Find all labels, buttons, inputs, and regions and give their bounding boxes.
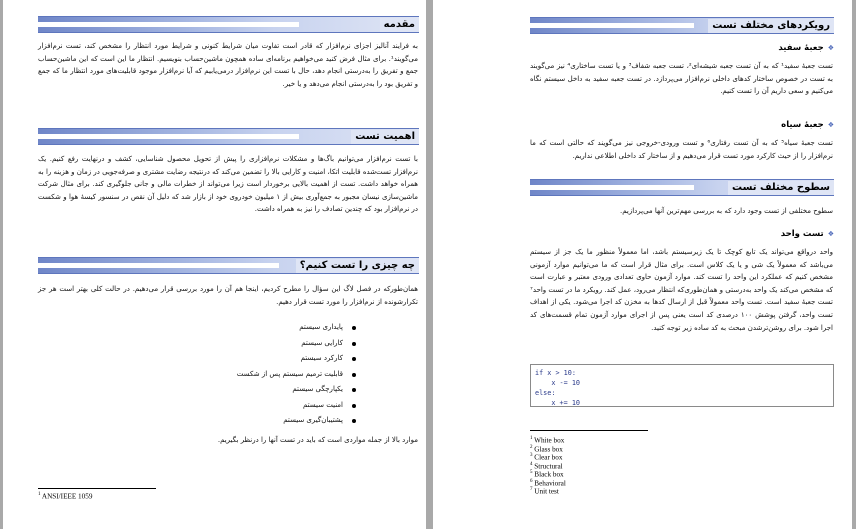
footnote: $^7$ Unit test <box>530 487 559 496</box>
bullet-list <box>103 320 361 429</box>
paragraph-after-list: موارد بالا از جمله مواردی است که باید در تست آنها را درنظر بگیریم. <box>217 436 418 444</box>
footnote: $^5$ Black box <box>530 470 564 479</box>
diamond-icon: ❖ <box>827 121 834 129</box>
paragraph-levels-intro: سطوح مختلفی از تست وجود دارد که به بررسی مهم‌ترین آنها می‌پردازیم. <box>619 207 833 215</box>
section-title: رویکردهای مختلف تست <box>708 19 834 33</box>
footnote-rule <box>530 430 648 431</box>
paragraph-intro: به فرایند آنالیز اجزای نرم‌افزار که قادر است تفاوت میان شرایط کنونی و شرایط مورد انتظار را مشخص کند، تست نرم‌افزار می‌گویند¹. برای مثال فرض کنید می‌خواهیم برنامه‌ای ساده همچون ماشین‌حساب بنویسیم. انتظار ما این است که این ماشین‌حساب جمع و تفریق را به‌درستی انجام دهد، حال با تست این نرم‌افزار درمی‌یابیم که آیا نرم‌افزار موجود قابلیت‌های مورد انتظار ما که جمع و تفریق بود را به‌درستی انجام می‌دهد و یا خیر. <box>38 42 418 88</box>
section-title: مقدمه <box>380 18 419 32</box>
right-page <box>433 0 852 529</box>
footnote: $^3$ Clear box <box>530 453 563 462</box>
list-item: یکپارچگی سیستم <box>103 382 343 398</box>
list-item: قابلیت ترمیم سیستم پس از شکست <box>103 367 343 383</box>
section-header-approaches <box>530 17 834 34</box>
code-line: x -= 10 <box>535 379 581 387</box>
subsection-title-black-box: ❖جعبهٔ سیاه <box>781 120 834 130</box>
footnote: $^1$ White box <box>530 436 565 445</box>
footnote: $^6$ Behavioral <box>530 478 566 487</box>
list-item: کارایی سیستم <box>103 336 343 352</box>
list-item: پایداری سیستم <box>103 320 343 336</box>
section-header-what-to-test <box>38 257 419 274</box>
footnote: $^2$ Glass box <box>530 444 563 453</box>
subsection-title-white-box: ❖جعبهٔ سفید <box>778 43 834 53</box>
paragraph-black-box: تست جعبهٔ سیاه⁵ که به آن تست رفتاری⁶ و تست ورودی-خروجی نیز می‌گویند که حالتی است که ما نرم‌افزار را از حیث کارکرد مورد تست قرار می‌دهیم و از ساختار کد داخلی اطلاعی نداریم. <box>530 139 833 160</box>
left-page <box>3 0 426 529</box>
diamond-icon: ❖ <box>827 230 834 238</box>
footnote: $^4$ Structural <box>530 461 563 470</box>
code-line: else: <box>535 389 556 397</box>
section-title: سطوح مختلف تست <box>728 181 834 195</box>
section-header-importance <box>38 128 419 145</box>
list-item: امنیت سیستم <box>103 398 343 414</box>
code-line: x += 10 <box>535 399 581 407</box>
section-header-intro <box>38 16 419 33</box>
list-item: پشتیبان‌گیری سیستم <box>103 413 343 429</box>
section-header-levels <box>530 179 834 196</box>
code-line: if x > 10: <box>535 369 576 377</box>
section-title: اهمیت تست <box>351 130 419 144</box>
paragraph-white-box: تست جعبهٔ سفید¹ که به آن تست جعبه شیشه‌ای²، تست جعبه شفاف³ و یا تست ساختاری⁴ نیز می‌گویند به تست در خصوص ساختار کدهای داخلی نرم‌افزار می‌پردازد. در تست جعبه سفید به داخل سیستم نگاه می‌کنیم و سعی داریم آن را تست کنیم. <box>530 62 834 96</box>
subsection-title-unit-test: ❖تست واحد <box>780 229 834 239</box>
paragraph-what-to-test: همان‌طورکه در فصل لاگ این سؤال را مطرح کردیم، اینجا هم آن را مورد بررسی قرار می‌دهیم. در حالت کلی بهتر است هر جز تکرارشونده از نرم‌افزار را مورد تست قرار دهیم. <box>38 285 418 306</box>
footnote: $^1$ ANSI/IEEE 1059 <box>38 492 93 501</box>
section-title: چه چیزی را تست کنیم؟ <box>296 259 419 273</box>
code-block <box>530 364 834 407</box>
paragraph-unit-test: واحد درواقع می‌تواند یک تابع کوچک تا یک زیرسیستم باشد، اما معمولاً منظور ما یک جز از سیستم می‌باشد که معمولاً یک شی و یا یک کلاس است. برای مثال قرار است که ما می‌توانیم موارد آزمونی مشخص کنیم که عملکرد این واحد را تست کند. موارد آزمون حاوی تعدادی ورودی معتبر و عبارت است که مشخص می‌کند یک واحد به‌درستی و همان‌طوری‌که انتظار می‌رود، عمل کند. رویکرد ما در تست واحد⁷ تست جعبهٔ سفید است. تست واحد معمولاً قبل از ارسال کدها به مخزن کد اجرا می‌شود. یکی از اهداف تست واحد، گرفتن پوشش ۱۰۰ درصدی کد است یعنی پس از اجرای موارد آزمون تمام قسمت‌های کد اجرا شود. برای روشن‌ترشدن مبحث به کد ساده زیر توجه کنید. <box>530 248 834 332</box>
list-item: کارکرد سیستم <box>103 351 343 367</box>
diamond-icon: ❖ <box>827 44 834 52</box>
footnote-rule <box>38 488 156 489</box>
paragraph-importance: با تست نرم‌افزار می‌توانیم باگ‌ها و مشکلات نرم‌افزاری را پیش از تحویل محصول شناسایی، کشف و درنهایت رفع کنیم. یک نرم‌افزار تست‌شده قابلیت اتکا، امنیت و کارایی بالا را تضمین می‌کند که درنتیجه رضایت مشتری و صرفه‌جویی در زمان و هزینه را به همراه خواهد داشت. تست از اهمیت بالایی برخوردار است زیرا می‌تواند از خطرات مالی و جانی جلوگیری کند. برای مثال شرکت ماشین‌سازی نیسان مجبور به جمع‌آوری بیش از ۱ میلیون خودروی خود از بازار شد که دلیل آن نقص در سنسور کیسهٔ هوا و شکست در نرم‌افزار بود که چندین تصادف را نیز به همراه داشت. <box>38 155 419 214</box>
